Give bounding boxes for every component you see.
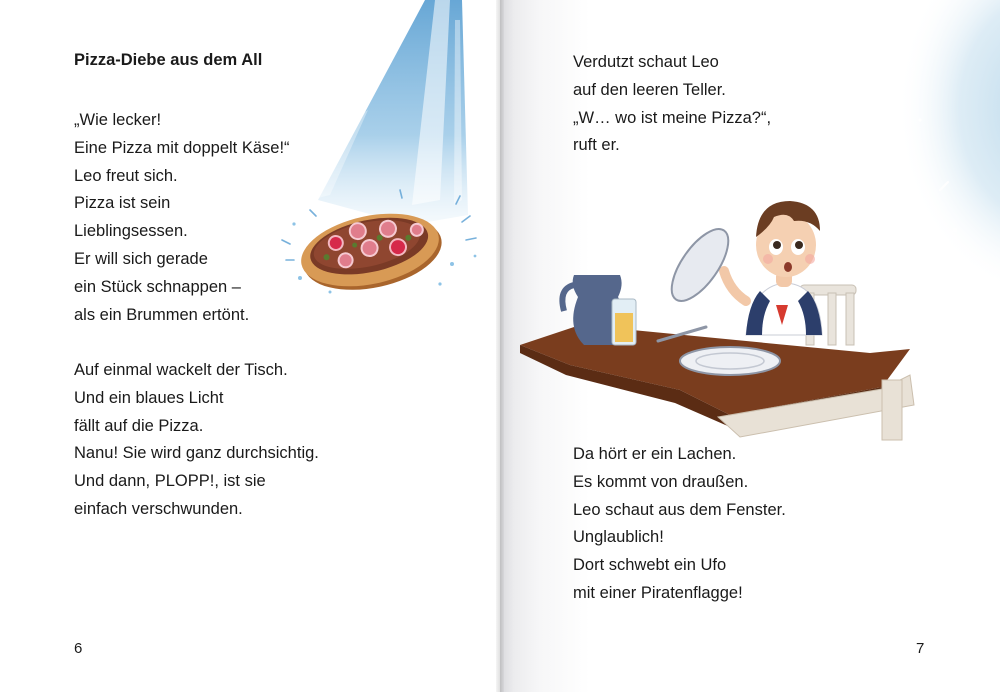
text-line: mit einer Piratenflagge! bbox=[573, 583, 743, 602]
story-title: Pizza-Diebe aus dem All bbox=[74, 51, 263, 69]
text-line: Es kommt von draußen. bbox=[573, 472, 749, 491]
text-line: ein Stück schnappen – bbox=[74, 277, 241, 296]
right-paragraph-2 bbox=[573, 443, 786, 610]
text-line: als ein Brummen ertönt. bbox=[74, 305, 250, 324]
text-line: Da hört er ein Lachen. bbox=[573, 445, 737, 463]
text-line: Er will sich gerade bbox=[74, 249, 208, 268]
text-line: „Wie lecker! bbox=[74, 111, 162, 129]
text-line: Leo freut sich. bbox=[74, 166, 178, 185]
text-line: Unglaublich! bbox=[573, 528, 664, 547]
raised-plate-illustration bbox=[661, 220, 739, 309]
pizza-illustration bbox=[270, 180, 490, 320]
text-line: fällt auf die Pizza. bbox=[74, 416, 204, 435]
boy-illustration bbox=[724, 201, 822, 335]
text-line: Verdutzt schaut Leo bbox=[573, 53, 719, 71]
text-line: Eine Pizza mit doppelt Käse!“ bbox=[74, 138, 290, 157]
boy-at-table-illustration bbox=[510, 175, 930, 455]
text-line: Und dann, PLOPP!, ist sie bbox=[74, 472, 266, 491]
book-gutter bbox=[496, 0, 504, 692]
text-line: auf den leeren Teller. bbox=[573, 80, 726, 99]
text-line: ruft er. bbox=[573, 136, 620, 155]
text-line: Auf einmal wackelt der Tisch. bbox=[74, 361, 288, 379]
left-paragraph-2 bbox=[74, 359, 319, 526]
text-line: Lieblingsessen. bbox=[74, 222, 188, 241]
text-line: Pizza ist sein bbox=[74, 194, 171, 213]
page-number-right: 7 bbox=[916, 640, 925, 657]
text-line: Und ein blaues Licht bbox=[74, 388, 224, 407]
text-line: Leo schaut aus dem Fenster. bbox=[573, 500, 786, 519]
page-number-left: 6 bbox=[74, 640, 83, 657]
empty-plate-illustration bbox=[680, 347, 780, 375]
text-line: Dort schwebt ein Ufo bbox=[573, 556, 727, 575]
text-line: „W… wo ist meine Pizza?“, bbox=[573, 108, 772, 127]
text-line: Nanu! Sie wird ganz durchsichtig. bbox=[74, 444, 319, 463]
right-paragraph-1 bbox=[573, 51, 771, 162]
left-paragraph-1 bbox=[74, 109, 290, 331]
text-line: einfach verschwunden. bbox=[74, 499, 243, 518]
right-page bbox=[500, 0, 1000, 692]
glass-illustration bbox=[612, 299, 636, 345]
table-illustration bbox=[520, 325, 914, 440]
